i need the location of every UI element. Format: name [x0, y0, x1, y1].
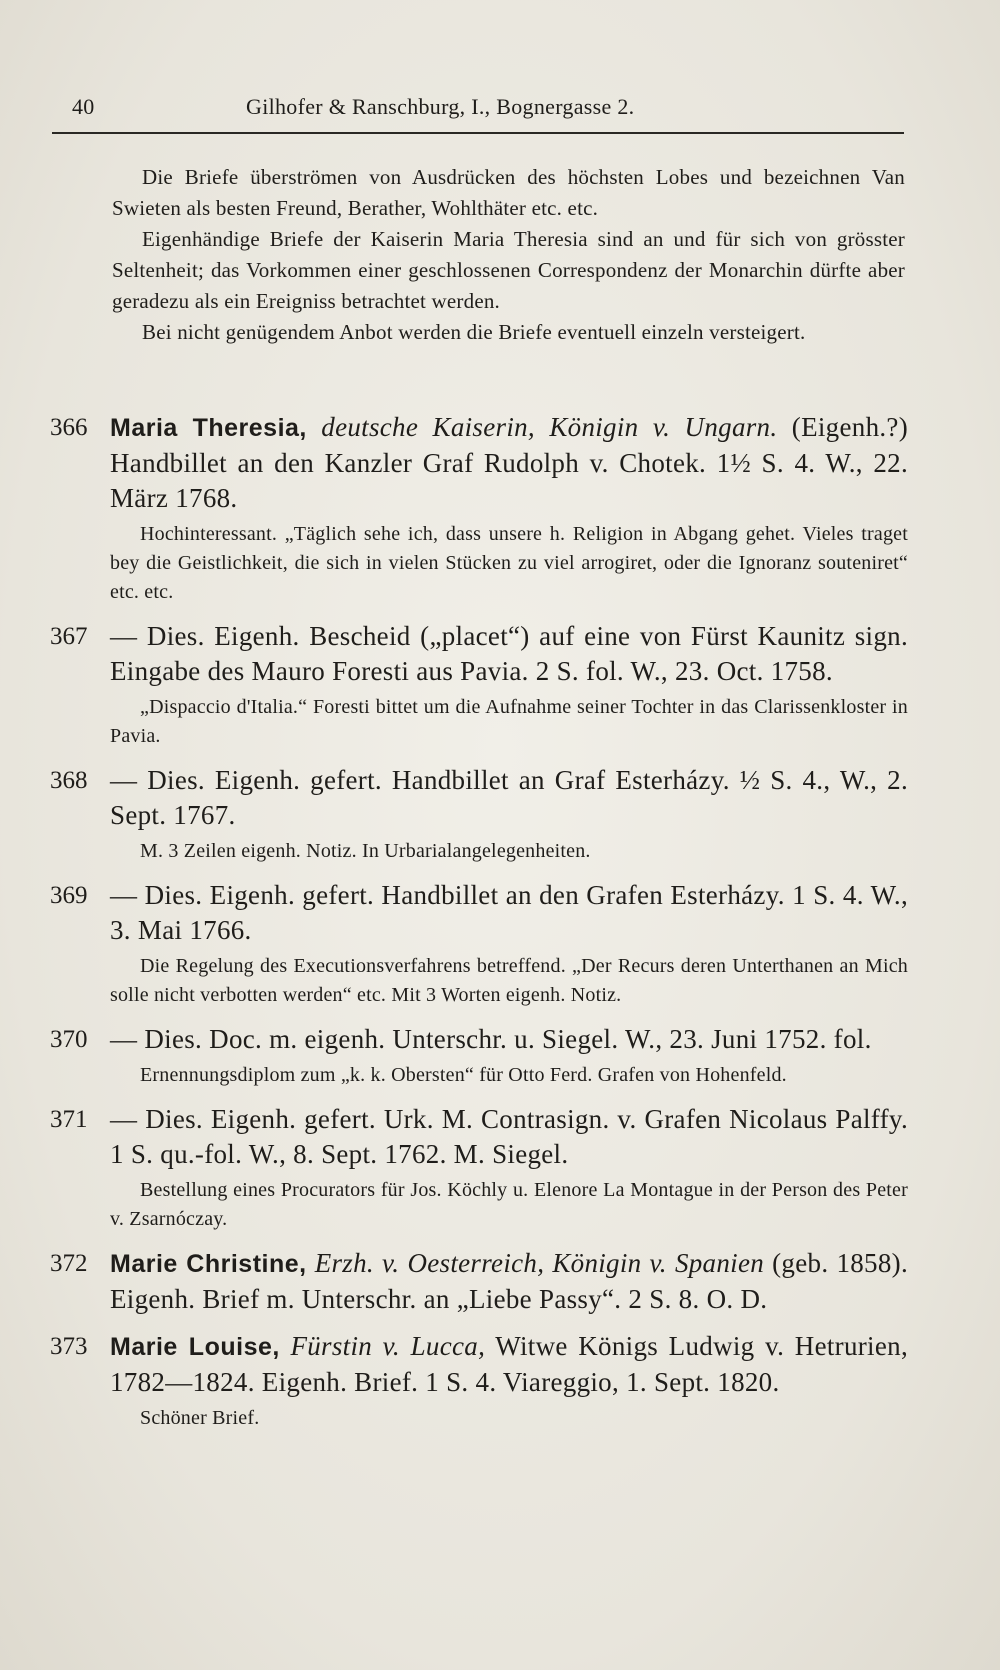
entry-text: (geb. 1858). Eigenh. Brief m. Unterschr. an „Liebe Passy“. 2 S. 8. O. D. — [110, 1248, 908, 1314]
intro-paragraph-2: Eigenhändige Briefe der Kaiserin Maria Theresia sind an und für sich von grösster Seltenheit; das Vorkommen einer geschlossenen Correspondenz der Monarchin dürfte aber geradezu als ein Ereigniss betrachtet werden. — [112, 227, 905, 313]
entry-number: 373 — [50, 1333, 88, 1360]
entry-title: deutsche Kaiserin, Königin v. Ungarn. — [321, 412, 778, 442]
entry-note: Die Regelung des Executionsverfahrens betreffend. „Der Recurs deren Unterthanen an Mich solle nicht verbotten werden“ etc. Mit 3 Worten eigenh. Notiz. — [110, 955, 908, 1006]
entry-name: Maria Theresia, — [110, 414, 307, 442]
header-title: Gilhofer & Ranschburg, I., Bognergasse 2. — [246, 94, 635, 119]
entry-description — [110, 763, 908, 833]
intro-text — [112, 162, 905, 348]
entry-title: Fürstin v. Lucca, — [290, 1331, 486, 1361]
entry-number: 372 — [50, 1250, 88, 1277]
header-rule — [52, 132, 904, 134]
entry-description — [110, 878, 908, 948]
entry-number: 371 — [50, 1106, 88, 1133]
catalog-entry-373 — [50, 1329, 908, 1433]
entry-title: Erzh. v. Oesterreich, Königin v. Spanien — [314, 1248, 765, 1278]
entry-text: (Eigenh.?) Handbillet an den Kanzler Graf Rudolph v. Chotek. 1½ S. 4. W., 22. März 1768. — [110, 412, 908, 513]
entry-description — [110, 1246, 908, 1317]
entry-name: Marie Christine, — [110, 1250, 307, 1278]
entry-text: — Dies. Eigenh. gefert. Urk. M. Contrasign. v. Grafen Nicolaus Palffy. 1 S. qu.-fol. W., 8. Sept. 1762. M. Siegel. — [110, 1104, 908, 1169]
catalog-entry-367 — [50, 619, 908, 751]
entry-description — [110, 1329, 908, 1400]
entry-description — [110, 619, 908, 689]
entry-number: 370 — [50, 1026, 88, 1053]
entry-number: 367 — [50, 623, 88, 650]
catalog-entry-371 — [50, 1102, 908, 1234]
catalog-entry-370 — [50, 1022, 908, 1090]
entry-name: Marie Louise, — [110, 1333, 280, 1361]
entry-number: 368 — [50, 767, 88, 794]
catalog-entry-366 — [50, 410, 908, 607]
entry-note: Schöner Brief. — [140, 1407, 260, 1429]
entry-text: — Dies. Eigenh. gefert. Handbillet an den Grafen Esterházy. 1 S. 4. W., 3. Mai 1766. — [110, 880, 908, 945]
entry-text: Witwe Königs Ludwig v. Hetrurien, 1782—1824. Eigenh. Brief. 1 S. 4. Viareggio, 1. Sept. 1820. — [110, 1331, 908, 1397]
entry-text: — Dies. Eigenh. gefert. Handbillet an Graf Esterházy. ½ S. 4., W., 2. Sept. 1767. — [110, 765, 908, 830]
entry-note: Ernennungsdiplom zum „k. k. Obersten“ für Otto Ferd. Grafen von Hohenfeld. — [140, 1064, 787, 1086]
entry-number: 366 — [50, 414, 88, 441]
intro-paragraph-3: Bei nicht genügendem Anbot werden die Briefe eventuell einzeln versteigert. — [142, 320, 806, 344]
entry-note: „Dispaccio d'Italia.“ Foresti bittet um die Aufnahme seiner Tochter in das Clarissenkloster in Pavia. — [110, 696, 908, 747]
page-number: 40 — [72, 94, 95, 119]
catalog-entry-372 — [50, 1246, 908, 1317]
entry-text: — Dies. Eigenh. Bescheid („placet“) auf eine von Fürst Kaunitz sign. Eingabe des Mauro Foresti aus Pavia. 2 S. fol. W., 23. Oct. 1758. — [110, 621, 908, 686]
entry-description — [110, 410, 908, 516]
entry-description — [110, 1102, 908, 1172]
catalog-entries — [50, 410, 908, 1445]
entry-note: Bestellung eines Procurators für Jos. Köchly u. Elenore La Montague in der Person des Peter v. Zsarnóczay. — [110, 1179, 908, 1230]
entry-number: 369 — [50, 882, 88, 909]
running-header — [72, 94, 902, 128]
entry-text: — Dies. Doc. m. eigenh. Unterschr. u. Siegel. W., 23. Juni 1752. fol. — [110, 1024, 872, 1054]
intro-paragraph-1: Die Briefe überströmen von Ausdrücken des höchsten Lobes und bezeichnen Van Swieten als besten Freund, Berather, Wohlthäter etc. etc. — [112, 165, 905, 220]
catalog-entry-369 — [50, 878, 908, 1010]
entry-note: Hochinteressant. „Täglich sehe ich, dass unsere h. Religion in Abgang gehet. Vieles traget bey die Geistlichkeit, die sich in vielen Stücken zu viel arrogiret, oder die Ignoranz souteniret“ etc. etc. — [110, 523, 908, 603]
catalog-entry-368 — [50, 763, 908, 866]
entry-note: M. 3 Zeilen eigenh. Notiz. In Urbarialangelegenheiten. — [140, 840, 591, 862]
entry-description — [110, 1022, 908, 1057]
